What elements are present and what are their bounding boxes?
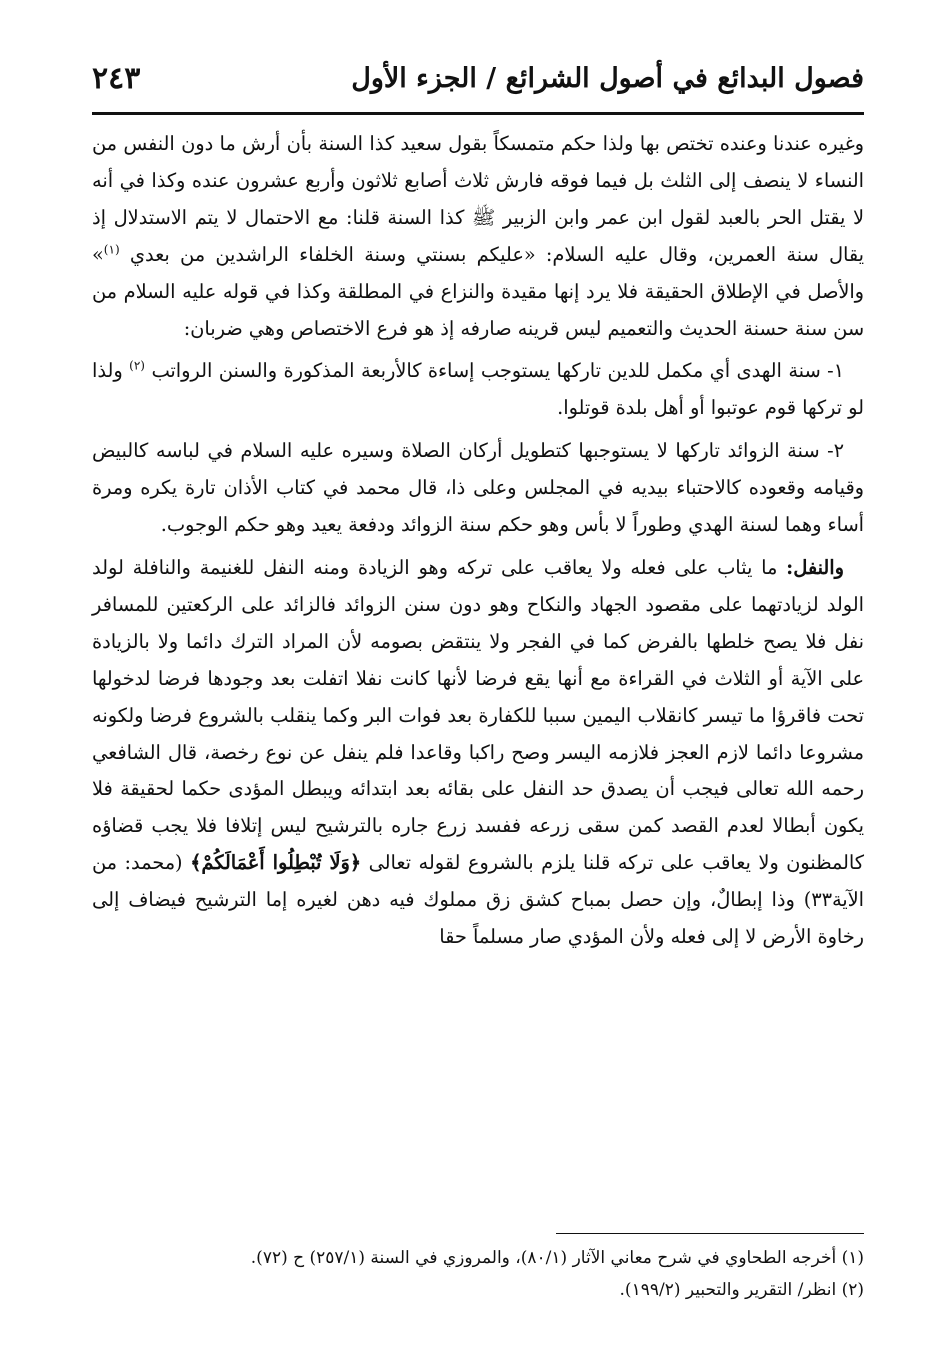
page-number: ٢٤٣ bbox=[92, 60, 141, 96]
paragraph-text: » والأصل في الإطلاق الحقيقة فلا يرد إنها مقيدة والنزاع في المطلقة وكذا في قوله عليه السلام من سن سنة حسنة الحديث والتعميم ليس قرينه صارفه إذ هو فرع الاختصاص وهي ضربان: bbox=[92, 242, 864, 340]
paragraph-text: (محمد: من الآية٣٣) وذا إبطالٌ، وإن حصل بمباح كشق زق مملوك فيه دهن لغيره إما الترشيح فيضاف إلى رخاوة الأرض لا إلى فعله ولأن المؤدي صار مسلماً حقا bbox=[92, 851, 864, 949]
quran-verse: ﴿وَلَا تُبْطِلُوا أَعْمَالَكُمْ﴾ bbox=[190, 851, 362, 875]
paragraph-nafl bbox=[92, 550, 864, 956]
main-text bbox=[92, 126, 864, 956]
paragraph-sunna-discussion bbox=[92, 126, 864, 347]
footnote-ref-1: (١) bbox=[103, 242, 120, 257]
footnotes bbox=[92, 1242, 864, 1306]
footnote-rule bbox=[556, 1233, 864, 1234]
list-item-sunnat-al-huda bbox=[92, 353, 864, 427]
footnote-2: (٢) انظر/ التقرير والتحبير (١٩٩/٢). bbox=[619, 1280, 864, 1300]
footnote-ref-2: (٢) bbox=[129, 359, 145, 374]
list-item-text: ١- سنة الهدى أي مكمل للدين تاركها يستوجب إساءة كالأربعة المذكورة والسنن الرواتب bbox=[151, 359, 844, 383]
header-rule bbox=[92, 112, 864, 115]
paragraph-text: ما يثاب على فعله ولا يعاقب على تركه وهو الزيادة ومنه النفل للغنيمة والنافلة لولد الولد لزيادتهما على مقصود الجهاد والنكاح وهو دون سنن الزوائد فالزائد على الركعتين للمسافر نفل فلا يصح خلطها بالفرض كما في الفجر ولا ينتقض بصومه لأن المراد الترك دائما ولا بالزيادة على الآية أو الثلاث في القراءة مع أنها يقع فرضا لأنها كانت نفلا اتفلت بعد وجودها فرضا لدخولها تحت فاقرؤا ما تيسر كانقلاب اليمين سببا للكفارة بعد فوات البر وكما ينقلب بالشروع فرضا ولكونه مشروعا دائما لازم العجز فلازمه اليسر وصح راكبا وقاعدا فلم ينفل عن نوع رخصة، قال الشافعي رحمه الله تعالى فيجب أن يصدق حد النفل على بقائه بعد ابتدائه ويبطل المؤدى حكما لحقيقة فلا يكون أبطالا لعدم القصد كمن سقى زرعه ففسد زرع جاره بالترشيح ليس إتلافا فلا يجب قضاؤه كالمظنون ولا يعاقب على تركه قلنا يلزم بالشروع لقوله تعالى bbox=[92, 555, 864, 875]
list-item-sunnat-al-zawaid bbox=[92, 433, 864, 544]
running-header bbox=[92, 50, 864, 106]
list-item-text: ولذا لو تركها قوم عوتبوا أو أهل بلدة قوتلوا. bbox=[92, 359, 864, 420]
term-nafl: والنفل: bbox=[786, 555, 844, 579]
running-title: فصول البدائع في أصول الشرائع / الجزء الأول bbox=[351, 62, 864, 94]
paragraph-text: وغيره عندنا وعنده تختص بها ولذا حكم متمسكاً بقول سعيد كذا السنة بأن أرش ما دون النفس من النساء لا ينصف إلى الثلث بل فيما فوقه فارش ثلاث أصابع ثلاثون وأربع عشرون عنده وكذا في أنه لا يقتل الحر بالعبد لقول ابن عمر وابن الزبير ﷺ كذا السنة قلنا: مع الاحتمال لا يتم الاستدلال إذ يقال سنة العمرين، وقال عليه السلام: «عليكم بسنتي وسنة الخلفاء الراشدين من بعدي bbox=[92, 132, 864, 266]
footnote-1: (١) أخرجه الطحاوي في شرح معاني الآثار (٨٠/١)، والمروزي في السنة (٢٥٧/١) ح (٧٢). bbox=[250, 1248, 864, 1268]
book-page bbox=[92, 50, 864, 1340]
list-item-text: ٢- سنة الزوائد تاركها لا يستوجبها كتطويل أركان الصلاة وسيره عليه السلام في لباسه كالبيض وقيامه وقعوده كالاحتباء بيديه في المجلس وعلى ذا، قال محمد في كتاب الأذان تارة يكره ومرة أساء وهما لسنة الهدي وطوراً لا بأس وهو حكم سنة الزوائد ودفعة يعيد وهو حكم الوجوب. bbox=[92, 439, 864, 537]
